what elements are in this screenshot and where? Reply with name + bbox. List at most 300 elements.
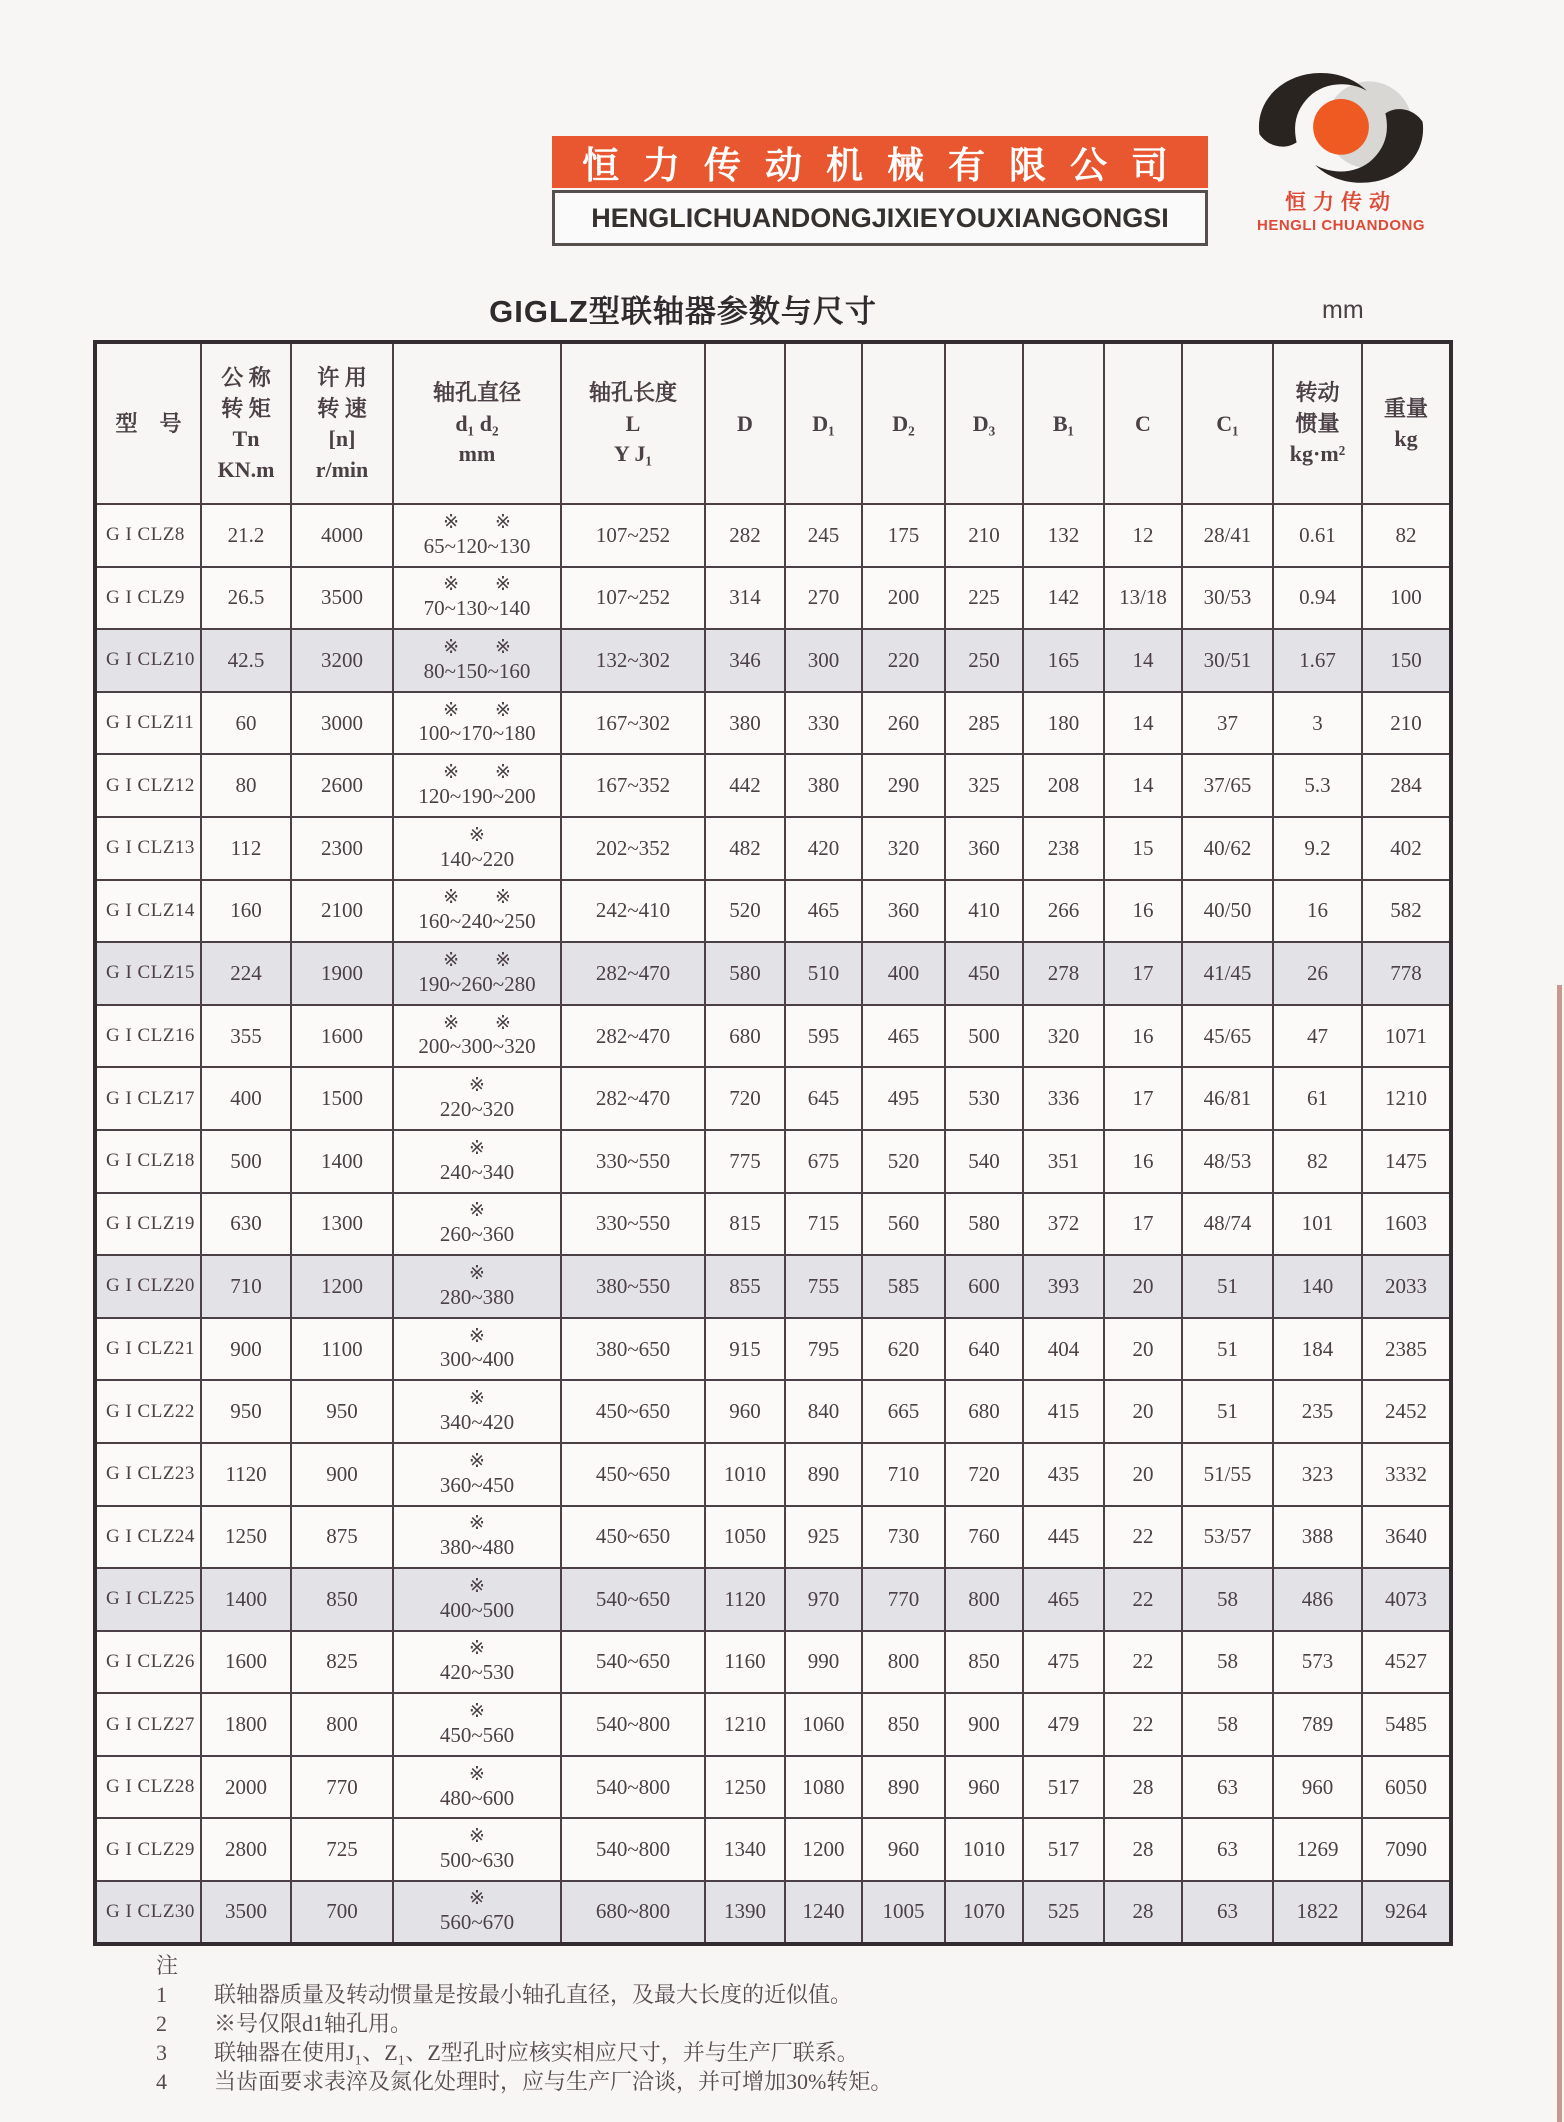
cell-bore-diameter: ※ 280~380 bbox=[393, 1255, 561, 1318]
cell-D3: 250 bbox=[945, 629, 1023, 692]
table-row bbox=[95, 1756, 1451, 1819]
cell-C: 22 bbox=[1104, 1693, 1182, 1756]
cell-nominal-torque: 3500 bbox=[201, 1881, 291, 1944]
cell-B1: 180 bbox=[1023, 692, 1104, 755]
bore-star-marks: ※ bbox=[469, 1513, 485, 1535]
cell-B1: 479 bbox=[1023, 1693, 1104, 1756]
cell-D2: 620 bbox=[862, 1318, 945, 1381]
table-header-row bbox=[95, 342, 1451, 504]
cell-model: G I CLZ22 bbox=[95, 1380, 201, 1443]
cell-allowable-speed: 1100 bbox=[291, 1318, 393, 1381]
bore-star-marks: ※ bbox=[469, 1701, 485, 1723]
cell-C1: 51 bbox=[1182, 1318, 1273, 1381]
cell-allowable-speed: 3200 bbox=[291, 629, 393, 692]
cell-allowable-speed: 875 bbox=[291, 1506, 393, 1569]
cell-C1: 45/65 bbox=[1182, 1005, 1273, 1068]
cell-weight: 778 bbox=[1362, 942, 1451, 1005]
cell-allowable-speed: 1200 bbox=[291, 1255, 393, 1318]
company-pinyin-banner: HENGLICHUANDONGJIXIEYOUXIANGONGSI bbox=[552, 190, 1208, 246]
cell-C1: 63 bbox=[1182, 1818, 1273, 1881]
cell-D1: 795 bbox=[785, 1318, 862, 1381]
cell-C: 17 bbox=[1104, 942, 1182, 1005]
cell-D2: 175 bbox=[862, 504, 945, 567]
table-row bbox=[95, 1193, 1451, 1256]
cell-inertia: 388 bbox=[1273, 1506, 1362, 1569]
cell-D: 960 bbox=[705, 1380, 785, 1443]
cell-bore-diameter: ※ 480~600 bbox=[393, 1756, 561, 1819]
table-row bbox=[95, 1506, 1451, 1569]
cell-D2: 290 bbox=[862, 754, 945, 817]
cell-model: G I CLZ17 bbox=[95, 1067, 201, 1130]
cell-C: 20 bbox=[1104, 1380, 1182, 1443]
cell-weight: 6050 bbox=[1362, 1756, 1451, 1819]
cell-bore-diameter: ※ ※ 70~130~140 bbox=[393, 567, 561, 630]
cell-B1: 475 bbox=[1023, 1631, 1104, 1694]
cell-bore-length: 540~800 bbox=[561, 1756, 705, 1819]
cell-B1: 320 bbox=[1023, 1005, 1104, 1068]
cell-D: 1050 bbox=[705, 1506, 785, 1569]
cell-inertia: 26 bbox=[1273, 942, 1362, 1005]
table-row bbox=[95, 1443, 1451, 1506]
cell-inertia: 1.67 bbox=[1273, 629, 1362, 692]
cell-model: G I CLZ12 bbox=[95, 754, 201, 817]
cell-D2: 495 bbox=[862, 1067, 945, 1130]
company-name-banner: 恒力传动机械有限公司 bbox=[552, 136, 1208, 188]
cell-B1: 517 bbox=[1023, 1818, 1104, 1881]
column-header-0: 型 号 bbox=[95, 342, 201, 504]
bore-star-marks: ※ ※ bbox=[443, 699, 511, 721]
cell-nominal-torque: 950 bbox=[201, 1380, 291, 1443]
cell-D3: 285 bbox=[945, 692, 1023, 755]
cell-D3: 680 bbox=[945, 1380, 1023, 1443]
cell-D: 815 bbox=[705, 1193, 785, 1256]
bore-star-marks: ※ bbox=[469, 1888, 485, 1910]
cell-D3: 210 bbox=[945, 504, 1023, 567]
bore-star-marks: ※ bbox=[469, 1325, 485, 1347]
column-header-4: 轴孔长度 L Y J₁ bbox=[561, 342, 705, 504]
cell-bore-length: 282~470 bbox=[561, 942, 705, 1005]
cell-C: 16 bbox=[1104, 880, 1182, 943]
cell-nominal-torque: 42.5 bbox=[201, 629, 291, 692]
cell-C: 17 bbox=[1104, 1193, 1182, 1256]
cell-D3: 580 bbox=[945, 1193, 1023, 1256]
cell-B1: 404 bbox=[1023, 1318, 1104, 1381]
cell-allowable-speed: 725 bbox=[291, 1818, 393, 1881]
cell-nominal-torque: 400 bbox=[201, 1067, 291, 1130]
cell-inertia: 3 bbox=[1273, 692, 1362, 755]
cell-D3: 500 bbox=[945, 1005, 1023, 1068]
cell-C1: 30/53 bbox=[1182, 567, 1273, 630]
cell-D1: 755 bbox=[785, 1255, 862, 1318]
cell-weight: 1603 bbox=[1362, 1193, 1451, 1256]
cell-model: G I CLZ26 bbox=[95, 1631, 201, 1694]
cell-allowable-speed: 700 bbox=[291, 1881, 393, 1944]
cell-inertia: 789 bbox=[1273, 1693, 1362, 1756]
table-row bbox=[95, 629, 1451, 692]
cell-D: 442 bbox=[705, 754, 785, 817]
cell-C1: 53/57 bbox=[1182, 1506, 1273, 1569]
cell-D1: 1080 bbox=[785, 1756, 862, 1819]
cell-D1: 380 bbox=[785, 754, 862, 817]
cell-B1: 435 bbox=[1023, 1443, 1104, 1506]
cell-model: G I CLZ9 bbox=[95, 567, 201, 630]
coupling-parameters-table bbox=[93, 340, 1453, 1946]
column-header-6: D₁ bbox=[785, 342, 862, 504]
cell-C: 20 bbox=[1104, 1443, 1182, 1506]
bore-star-marks: ※ bbox=[469, 1262, 485, 1284]
notes-label: 注 bbox=[156, 1953, 179, 1978]
cell-allowable-speed: 2600 bbox=[291, 754, 393, 817]
cell-weight: 5485 bbox=[1362, 1693, 1451, 1756]
cell-nominal-torque: 26.5 bbox=[201, 567, 291, 630]
cell-allowable-speed: 2300 bbox=[291, 817, 393, 880]
cell-B1: 393 bbox=[1023, 1255, 1104, 1318]
cell-C: 28 bbox=[1104, 1818, 1182, 1881]
table-row bbox=[95, 1818, 1451, 1881]
cell-inertia: 5.3 bbox=[1273, 754, 1362, 817]
cell-nominal-torque: 1120 bbox=[201, 1443, 291, 1506]
cell-bore-length: 450~650 bbox=[561, 1380, 705, 1443]
cell-inertia: 323 bbox=[1273, 1443, 1362, 1506]
cell-weight: 100 bbox=[1362, 567, 1451, 630]
cell-inertia: 9.2 bbox=[1273, 817, 1362, 880]
cell-B1: 465 bbox=[1023, 1568, 1104, 1631]
cell-C1: 58 bbox=[1182, 1568, 1273, 1631]
cell-D3: 900 bbox=[945, 1693, 1023, 1756]
cell-allowable-speed: 1300 bbox=[291, 1193, 393, 1256]
cell-D1: 245 bbox=[785, 504, 862, 567]
cell-D2: 890 bbox=[862, 1756, 945, 1819]
cell-weight: 3332 bbox=[1362, 1443, 1451, 1506]
cell-D1: 970 bbox=[785, 1568, 862, 1631]
cell-D1: 645 bbox=[785, 1067, 862, 1130]
cell-bore-diameter: ※ ※ 120~190~200 bbox=[393, 754, 561, 817]
table-row bbox=[95, 1130, 1451, 1193]
note-item-3: 3 联轴器在使用J₁、Z₁、Z型孔时应核实相应尺寸，并与生产厂联系。 bbox=[156, 2040, 859, 2065]
table-row bbox=[95, 504, 1451, 567]
cell-model: G I CLZ24 bbox=[95, 1506, 201, 1569]
bore-star-marks: ※ bbox=[469, 1137, 485, 1159]
cell-D2: 465 bbox=[862, 1005, 945, 1068]
cell-D: 1160 bbox=[705, 1631, 785, 1694]
cell-bore-length: 380~650 bbox=[561, 1318, 705, 1381]
cell-C1: 51 bbox=[1182, 1380, 1273, 1443]
cell-inertia: 1269 bbox=[1273, 1818, 1362, 1881]
cell-bore-length: 107~252 bbox=[561, 567, 705, 630]
cell-bore-diameter: ※ ※ 190~260~280 bbox=[393, 942, 561, 1005]
cell-model: G I CLZ25 bbox=[95, 1568, 201, 1631]
cell-B1: 142 bbox=[1023, 567, 1104, 630]
cell-D3: 540 bbox=[945, 1130, 1023, 1193]
column-header-5: D bbox=[705, 342, 785, 504]
cell-bore-length: 202~352 bbox=[561, 817, 705, 880]
cell-allowable-speed: 3000 bbox=[291, 692, 393, 755]
cell-D2: 260 bbox=[862, 692, 945, 755]
cell-D3: 530 bbox=[945, 1067, 1023, 1130]
cell-D2: 220 bbox=[862, 629, 945, 692]
table-row bbox=[95, 817, 1451, 880]
table-row bbox=[95, 1067, 1451, 1130]
cell-C1: 51/55 bbox=[1182, 1443, 1273, 1506]
cell-C: 15 bbox=[1104, 817, 1182, 880]
cell-D2: 585 bbox=[862, 1255, 945, 1318]
cell-bore-length: 132~302 bbox=[561, 629, 705, 692]
table-row bbox=[95, 1568, 1451, 1631]
cell-D: 1120 bbox=[705, 1568, 785, 1631]
cell-D1: 300 bbox=[785, 629, 862, 692]
cell-C: 22 bbox=[1104, 1506, 1182, 1569]
cell-model: G I CLZ30 bbox=[95, 1881, 201, 1944]
cell-D1: 270 bbox=[785, 567, 862, 630]
bore-star-marks: ※ bbox=[469, 1075, 485, 1097]
cell-inertia: 235 bbox=[1273, 1380, 1362, 1443]
cell-D: 1010 bbox=[705, 1443, 785, 1506]
cell-C1: 46/81 bbox=[1182, 1067, 1273, 1130]
cell-D1: 1240 bbox=[785, 1881, 862, 1944]
cell-C: 28 bbox=[1104, 1881, 1182, 1944]
column-header-7: D₂ bbox=[862, 342, 945, 504]
cell-weight: 4073 bbox=[1362, 1568, 1451, 1631]
scan-edge-artifact bbox=[1557, 985, 1562, 2122]
cell-bore-length: 282~470 bbox=[561, 1005, 705, 1068]
cell-D: 346 bbox=[705, 629, 785, 692]
cell-B1: 415 bbox=[1023, 1380, 1104, 1443]
cell-model: G I CLZ16 bbox=[95, 1005, 201, 1068]
cell-C1: 48/74 bbox=[1182, 1193, 1273, 1256]
table-row bbox=[95, 754, 1451, 817]
cell-C1: 37 bbox=[1182, 692, 1273, 755]
footnotes bbox=[156, 1952, 1256, 2096]
cell-D1: 840 bbox=[785, 1380, 862, 1443]
cell-nominal-torque: 710 bbox=[201, 1255, 291, 1318]
cell-allowable-speed: 1400 bbox=[291, 1130, 393, 1193]
cell-D2: 320 bbox=[862, 817, 945, 880]
page-title: GIGLZ型联轴器参数与尺寸 bbox=[489, 294, 877, 329]
cell-D: 720 bbox=[705, 1067, 785, 1130]
cell-D1: 715 bbox=[785, 1193, 862, 1256]
bore-star-marks: ※ ※ bbox=[443, 574, 511, 596]
cell-nominal-torque: 500 bbox=[201, 1130, 291, 1193]
cell-allowable-speed: 1600 bbox=[291, 1005, 393, 1068]
cell-bore-length: 282~470 bbox=[561, 1067, 705, 1130]
cell-D1: 330 bbox=[785, 692, 862, 755]
table-row bbox=[95, 1881, 1451, 1944]
cell-weight: 82 bbox=[1362, 504, 1451, 567]
cell-inertia: 573 bbox=[1273, 1631, 1362, 1694]
cell-C1: 37/65 bbox=[1182, 754, 1273, 817]
cell-weight: 1071 bbox=[1362, 1005, 1451, 1068]
cell-D3: 1010 bbox=[945, 1818, 1023, 1881]
cell-D: 1250 bbox=[705, 1756, 785, 1819]
column-header-12: 转动 惯量 kg·m² bbox=[1273, 342, 1362, 504]
cell-model: G I CLZ18 bbox=[95, 1130, 201, 1193]
cell-D3: 410 bbox=[945, 880, 1023, 943]
cell-D2: 800 bbox=[862, 1631, 945, 1694]
cell-weight: 4527 bbox=[1362, 1631, 1451, 1694]
table-row bbox=[95, 880, 1451, 943]
cell-D3: 640 bbox=[945, 1318, 1023, 1381]
cell-nominal-torque: 1600 bbox=[201, 1631, 291, 1694]
column-header-10: C bbox=[1104, 342, 1182, 504]
cell-bore-diameter: ※ 500~630 bbox=[393, 1818, 561, 1881]
bore-star-marks: ※ ※ bbox=[443, 511, 511, 533]
bore-star-marks: ※ bbox=[469, 1388, 485, 1410]
cell-C: 16 bbox=[1104, 1130, 1182, 1193]
cell-bore-diameter: ※ 240~340 bbox=[393, 1130, 561, 1193]
cell-C1: 48/53 bbox=[1182, 1130, 1273, 1193]
cell-inertia: 0.61 bbox=[1273, 504, 1362, 567]
cell-allowable-speed: 2100 bbox=[291, 880, 393, 943]
cell-D1: 925 bbox=[785, 1506, 862, 1569]
cell-weight: 210 bbox=[1362, 692, 1451, 755]
cell-bore-length: 380~550 bbox=[561, 1255, 705, 1318]
cell-D3: 850 bbox=[945, 1631, 1023, 1694]
cell-D1: 890 bbox=[785, 1443, 862, 1506]
cell-D: 282 bbox=[705, 504, 785, 567]
cell-D2: 1005 bbox=[862, 1881, 945, 1944]
cell-nominal-torque: 1250 bbox=[201, 1506, 291, 1569]
cell-inertia: 16 bbox=[1273, 880, 1362, 943]
cell-model: G I CLZ15 bbox=[95, 942, 201, 1005]
column-header-13: 重量 kg bbox=[1362, 342, 1451, 504]
cell-D3: 360 bbox=[945, 817, 1023, 880]
cell-inertia: 101 bbox=[1273, 1193, 1362, 1256]
cell-D3: 600 bbox=[945, 1255, 1023, 1318]
cell-C: 20 bbox=[1104, 1318, 1182, 1381]
cell-bore-length: 450~650 bbox=[561, 1443, 705, 1506]
cell-B1: 278 bbox=[1023, 942, 1104, 1005]
table-row bbox=[95, 942, 1451, 1005]
cell-nominal-torque: 2800 bbox=[201, 1818, 291, 1881]
cell-model: G I CLZ21 bbox=[95, 1318, 201, 1381]
table-row bbox=[95, 567, 1451, 630]
cell-D2: 710 bbox=[862, 1443, 945, 1506]
cell-weight: 2385 bbox=[1362, 1318, 1451, 1381]
bore-star-marks: ※ ※ bbox=[443, 636, 511, 658]
cell-C1: 58 bbox=[1182, 1693, 1273, 1756]
cell-inertia: 140 bbox=[1273, 1255, 1362, 1318]
notes-list bbox=[156, 1980, 1256, 2096]
cell-nominal-torque: 355 bbox=[201, 1005, 291, 1068]
cell-bore-diameter: ※ ※ 80~150~160 bbox=[393, 629, 561, 692]
cell-C: 14 bbox=[1104, 754, 1182, 817]
cell-D3: 800 bbox=[945, 1568, 1023, 1631]
cell-C: 28 bbox=[1104, 1756, 1182, 1819]
cell-B1: 132 bbox=[1023, 504, 1104, 567]
cell-bore-diameter: ※ 140~220 bbox=[393, 817, 561, 880]
logo-company-short-name: 恒力传动 bbox=[1285, 191, 1397, 214]
cell-D: 680 bbox=[705, 1005, 785, 1068]
cell-D: 482 bbox=[705, 817, 785, 880]
cell-inertia: 82 bbox=[1273, 1130, 1362, 1193]
cell-bore-length: 540~650 bbox=[561, 1568, 705, 1631]
bore-star-marks: ※ ※ bbox=[443, 887, 511, 909]
cell-D: 1390 bbox=[705, 1881, 785, 1944]
cell-bore-length: 540~650 bbox=[561, 1631, 705, 1694]
cell-inertia: 184 bbox=[1273, 1318, 1362, 1381]
cell-inertia: 47 bbox=[1273, 1005, 1362, 1068]
cell-weight: 3640 bbox=[1362, 1506, 1451, 1569]
cell-model: G I CLZ11 bbox=[95, 692, 201, 755]
cell-D2: 400 bbox=[862, 942, 945, 1005]
cell-D2: 665 bbox=[862, 1380, 945, 1443]
cell-bore-length: 167~352 bbox=[561, 754, 705, 817]
cell-C: 20 bbox=[1104, 1255, 1182, 1318]
cell-D3: 960 bbox=[945, 1756, 1023, 1819]
note-item-4: 4 当齿面要求表淬及氮化处理时，应与生产厂洽谈，并可增加30%转矩。 bbox=[156, 2069, 893, 2094]
bore-star-marks: ※ bbox=[469, 824, 485, 846]
bore-star-marks: ※ bbox=[469, 1826, 485, 1848]
cell-weight: 284 bbox=[1362, 754, 1451, 817]
cell-weight: 150 bbox=[1362, 629, 1451, 692]
cell-model: G I CLZ13 bbox=[95, 817, 201, 880]
cell-B1: 351 bbox=[1023, 1130, 1104, 1193]
cell-bore-length: 330~550 bbox=[561, 1130, 705, 1193]
cell-bore-diameter: ※ ※ 65~120~130 bbox=[393, 504, 561, 567]
cell-weight: 402 bbox=[1362, 817, 1451, 880]
cell-inertia: 61 bbox=[1273, 1067, 1362, 1130]
cell-B1: 208 bbox=[1023, 754, 1104, 817]
cell-C1: 40/62 bbox=[1182, 817, 1273, 880]
cell-allowable-speed: 3500 bbox=[291, 567, 393, 630]
bore-star-marks: ※ bbox=[469, 1450, 485, 1472]
column-header-11: C₁ bbox=[1182, 342, 1273, 504]
cell-weight: 582 bbox=[1362, 880, 1451, 943]
cell-D1: 420 bbox=[785, 817, 862, 880]
cell-allowable-speed: 825 bbox=[291, 1631, 393, 1694]
cell-model: G I CLZ23 bbox=[95, 1443, 201, 1506]
cell-inertia: 486 bbox=[1273, 1568, 1362, 1631]
cell-model: G I CLZ28 bbox=[95, 1756, 201, 1819]
column-header-3: 轴孔直径 d₁ d₂ mm bbox=[393, 342, 561, 504]
cell-C1: 63 bbox=[1182, 1881, 1273, 1944]
cell-B1: 445 bbox=[1023, 1506, 1104, 1569]
table-row bbox=[95, 1631, 1451, 1694]
table-row bbox=[95, 1318, 1451, 1381]
cell-B1: 517 bbox=[1023, 1756, 1104, 1819]
cell-D3: 720 bbox=[945, 1443, 1023, 1506]
cell-D: 915 bbox=[705, 1318, 785, 1381]
cell-inertia: 960 bbox=[1273, 1756, 1362, 1819]
bore-star-marks: ※ bbox=[469, 1763, 485, 1785]
cell-weight: 2452 bbox=[1362, 1380, 1451, 1443]
cell-D: 1340 bbox=[705, 1818, 785, 1881]
table-body bbox=[95, 504, 1451, 1944]
cell-C1: 40/50 bbox=[1182, 880, 1273, 943]
cell-nominal-torque: 630 bbox=[201, 1193, 291, 1256]
cell-nominal-torque: 80 bbox=[201, 754, 291, 817]
cell-D2: 770 bbox=[862, 1568, 945, 1631]
cell-B1: 336 bbox=[1023, 1067, 1104, 1130]
cell-bore-diameter: ※ 340~420 bbox=[393, 1380, 561, 1443]
cell-model: G I CLZ14 bbox=[95, 880, 201, 943]
cell-nominal-torque: 112 bbox=[201, 817, 291, 880]
cell-B1: 266 bbox=[1023, 880, 1104, 943]
cell-model: G I CLZ20 bbox=[95, 1255, 201, 1318]
cell-D2: 960 bbox=[862, 1818, 945, 1881]
cell-allowable-speed: 4000 bbox=[291, 504, 393, 567]
bore-star-marks: ※ bbox=[469, 1575, 485, 1597]
cell-C: 22 bbox=[1104, 1631, 1182, 1694]
cell-D: 520 bbox=[705, 880, 785, 943]
note-item-1: 1 联轴器质量及转动惯量是按最小轴孔直径，及最大长度的近似值。 bbox=[156, 1982, 853, 2007]
cell-model: G I CLZ27 bbox=[95, 1693, 201, 1756]
table-row bbox=[95, 1255, 1451, 1318]
column-header-1: 公 称 转 矩 Tn KN.m bbox=[201, 342, 291, 504]
cell-B1: 165 bbox=[1023, 629, 1104, 692]
cell-D: 580 bbox=[705, 942, 785, 1005]
vortex-logo-icon bbox=[1249, 68, 1433, 196]
